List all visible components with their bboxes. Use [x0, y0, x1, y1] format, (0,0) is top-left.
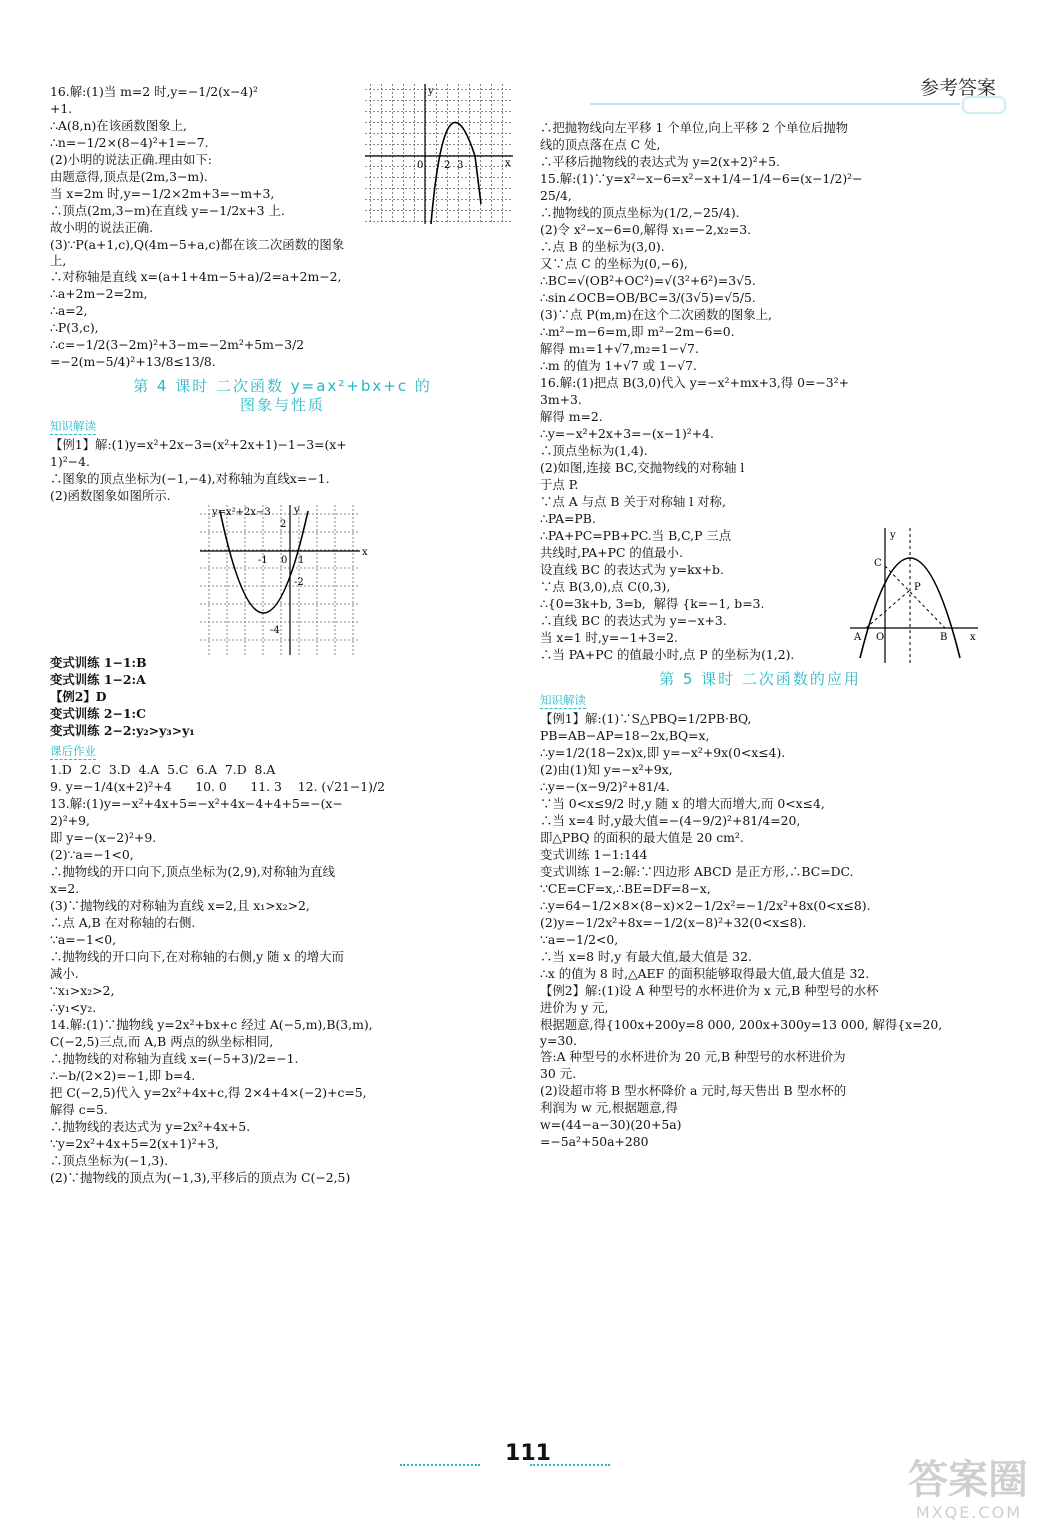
- text-line: ∴m²−m−6=m,即 m²−2m−6=0.: [540, 324, 735, 339]
- text-line: 当 x=2m 时,y=−1/2×2m+3=−m+3,: [50, 186, 275, 201]
- text-line: 1)²−4.: [50, 453, 90, 469]
- graph2-tick: 1: [298, 554, 305, 566]
- text-line: (2)∵抛物线的顶点为(−1,3),平移后的顶点为 C(−2,5): [50, 1169, 351, 1185]
- tag-knowledge: 知识解读: [50, 419, 96, 434]
- text-line: 【例1】解:(1)∵S△PBQ=1/2PB·BQ,: [540, 710, 752, 726]
- text-line: 又∵点 C 的坐标为(0,−6),: [540, 256, 688, 271]
- text-line: 变式训练 2−2:y₂>y₃>y₁: [50, 722, 195, 738]
- text-line: ∴x 的值为 8 时,△AEF 的面积能够取得最大值,最大值是 32.: [540, 965, 870, 981]
- graph2-tick: 2: [280, 518, 287, 530]
- text-line: (2)如图,连接 BC,交抛物线的对称轴 l: [540, 460, 745, 475]
- text-line: 30 元.: [540, 1065, 577, 1081]
- text-line: ∴当 PA+PC 的值最小时,点 P 的坐标为(1,2).: [540, 647, 795, 662]
- text-line: x=2.: [50, 880, 80, 896]
- text-line: ∴BC=√(OB²+OC²)=√(3²+6²)=3√5.: [540, 273, 756, 288]
- text-line: 设直线 BC 的表达式为 y=kx+b.: [540, 562, 724, 577]
- text-line: (2)函数图象如图所示.: [50, 487, 171, 503]
- text-line: ∴顶点坐标为(1,4).: [540, 443, 648, 458]
- text-line: +1.: [50, 101, 73, 116]
- text-line: ∴A(8,n)在该函数图象上,: [50, 118, 187, 133]
- text-line: 【例2】D: [50, 688, 107, 704]
- text-line: 即 y=−(x−2)²+9.: [50, 829, 157, 845]
- text-line: =−5a²+50a+280: [540, 1133, 649, 1149]
- graph2-label: y=x²+2x−3: [212, 506, 271, 518]
- text-line: ∴抛物线的顶点坐标为(1/2,−25/4).: [540, 205, 740, 220]
- text-line: ∴直线 BC 的表达式为 y=−x+3.: [540, 613, 727, 628]
- header-ornament: [962, 96, 1006, 114]
- text-line: ∵a=−1<0,: [50, 931, 117, 947]
- text-line: ∵当 0<x≤9/2 时,y 随 x 的增大而增大,而 0<x≤4,: [540, 795, 825, 811]
- text-line: 解得 c=5.: [50, 1101, 108, 1117]
- text-line: (3)∵P(a+1,c),Q(4m−5+a,c)都在该二次函数的图象上,: [50, 237, 345, 268]
- graph1-axis-x: x: [505, 158, 511, 169]
- graph1-tick: 0: [417, 160, 424, 171]
- footer-dots-right: [530, 1464, 610, 1466]
- text-line: ∴n=−1/2×(8−4)²+1=−7.: [50, 135, 209, 150]
- text-line: 变式训练 1−1:144: [540, 846, 648, 862]
- text-line: (2)由(1)知 y=−x²+9x,: [540, 761, 673, 777]
- text-line: ∵a=−1/2<0,: [540, 931, 619, 947]
- text-line: ∴−b/(2×2)=−1,即 b=4.: [50, 1067, 196, 1083]
- graph3-label: y: [890, 530, 896, 541]
- watermark-logo: 答案圈: [908, 1457, 1028, 1503]
- text-line: 变式训练 1−1:B: [50, 654, 147, 670]
- text-line: ∴a=2,: [50, 302, 88, 318]
- graph2-axis-x: x: [362, 546, 368, 558]
- text-line: (2)设超市将 B 型水杯降价 a 元时,每天售出 B 型水杯的: [540, 1082, 847, 1098]
- text-line: ∴当 x=8 时,y 有最大值,最大值是 32.: [540, 948, 752, 964]
- text-line: ∴顶点(2m,3−m)在直线 y=−1/2x+3 上.: [50, 203, 285, 218]
- text-line: 变式训练 1−2:A: [50, 671, 146, 687]
- parabola-graph-3: [850, 528, 980, 663]
- graph2-tick: -2: [294, 576, 304, 588]
- text-line: 共线时,PA+PC 的值最小.: [540, 545, 683, 560]
- text-line: 变式训练 2−1:C: [50, 705, 146, 721]
- text-line: 利润为 w 元,根据题意,得: [540, 1099, 678, 1115]
- text-line: ∴a+2m−2=2m,: [50, 285, 148, 301]
- text-line: 线的顶点落在点 C 处,: [540, 137, 661, 152]
- header-title: 参考答案: [919, 77, 996, 99]
- graph1-tick: 3: [457, 160, 464, 171]
- text-line: 变式训练 1−2:解:∵四边形 ABCD 是正方形,∴BC=DC.: [540, 863, 854, 879]
- text-line: (2)小明的说法正确.理由如下:: [50, 152, 212, 167]
- text-line: 于点 P.: [540, 477, 579, 492]
- text-line: 14.解:(1)∵抛物线 y=2x²+bx+c 经过 A(−5,m),B(3,m),: [50, 1016, 373, 1032]
- text-line: 1.D 2.C 3.D 4.A 5.C 6.A 7.D 8.A: [50, 761, 276, 777]
- graph3-label: C: [874, 558, 882, 569]
- text-line: ∴y₁<y₂.: [50, 999, 97, 1015]
- text-line: ∵点 A 与点 B 关于对称轴 l 对称,: [540, 494, 726, 509]
- text-line: (2)令 x²−x−6=0,解得 x₁=−2,x₂=3.: [540, 222, 752, 237]
- graph2-axis-y: y: [294, 504, 300, 516]
- text-line: ∴把抛物线向左平移 1 个单位,向上平移 2 个单位后抛物: [540, 120, 849, 135]
- text-line: ∴y=−(x−9/2)²+81/4.: [540, 778, 670, 794]
- text-line: ∴sin∠OCB=OB/BC=3/(3√5)=√5/5.: [540, 290, 756, 305]
- text-line: (2)y=−1/2x²+8x=−1/2(x−8)²+32(0<x≤8).: [540, 914, 807, 930]
- text-line: ∴c=−1/2(3−2m)²+3−m=−2m²+5m−3/2: [50, 336, 305, 352]
- text-line: ∴y=−x²+2x+3=−(x−1)²+4.: [540, 426, 714, 441]
- text-line: 由题意得,顶点是(2m,3−m).: [50, 169, 208, 184]
- text-line: 答:A 种型号的水杯进价为 20 元,B 种型号的水杯进价为: [540, 1048, 846, 1064]
- text-line: PB=AB−AP=18−2x,BQ=x,: [540, 727, 710, 743]
- graph3-label: P: [914, 582, 921, 593]
- text-line: 16.解:(1)把点 B(3,0)代入 y=−x²+mx+3,得 0=−3²+: [540, 375, 849, 390]
- text-line: ∴抛物线的对称轴为直线 x=(−5+3)/2=−1.: [50, 1050, 299, 1066]
- page-number: 111: [505, 1441, 551, 1466]
- text-line: 2)²+9,: [50, 812, 90, 828]
- graph3-label: x: [970, 632, 976, 643]
- text-line: ∴抛物线的开口向下,顶点坐标为(2,9),对称轴为直线: [50, 863, 336, 879]
- text-line: 25/4,: [540, 188, 572, 203]
- text-line: 3m+3.: [540, 392, 582, 407]
- grid-graph-1: [365, 84, 515, 224]
- text-line: 根据题意,得{100x+200y=8 000, 200x+300y=13 000, 解得{x=20, y=30.: [540, 1016, 947, 1048]
- graph1-axis-y: y: [428, 86, 434, 97]
- right-column: [540, 120, 980, 1151]
- graph1-tick: 2: [444, 160, 451, 171]
- text-line: ∴点 B 的坐标为(3,0).: [540, 239, 665, 254]
- text-line: ∵点 B(3,0),点 C(0,3),: [540, 579, 671, 594]
- header-rule: [590, 103, 960, 105]
- text-line: 13.解:(1)y=−x²+4x+5=−x²+4x−4+4+5=−(x−: [50, 795, 343, 811]
- text-line: ∵y=2x²+4x+5=2(x+1)²+3,: [50, 1135, 219, 1151]
- text-line: 15.解:(1)∵y=x²−x−6=x²−x+1/4−1/4−6=(x−1/2)²−: [540, 171, 863, 186]
- text-line: C(−2,5)三点,而 A,B 两点的纵坐标相同,: [50, 1033, 274, 1049]
- text-line: 当 x=1 时,y=−1+3=2.: [540, 630, 678, 645]
- text-line: ∵CE=CF=x,∴BE=DF=8−x,: [540, 880, 711, 896]
- graph3-label: A: [854, 632, 862, 643]
- graph3-label: O: [876, 632, 885, 643]
- text-line: 解得 m=2.: [540, 409, 603, 424]
- text-line: ∴m 的值为 1+√7 或 1−√7.: [540, 358, 697, 373]
- text-line: 把 C(−2,5)代入 y=2x²+4x+c,得 2×4+4×(−2)+c=5,: [50, 1084, 367, 1100]
- text-line: ∴平移后抛物线的表达式为 y=2(x+2)²+5.: [540, 154, 780, 169]
- text-line: w=(44−a−30)(20+5a): [540, 1116, 682, 1132]
- text-line: ∴P(3,c),: [50, 319, 99, 335]
- tag-homework: 课后作业: [50, 743, 96, 758]
- graph2-tick: 0: [281, 554, 288, 566]
- text-line: 即△PBQ 的面积的最大值是 20 cm².: [540, 829, 744, 845]
- watermark-url: MXQE.COM: [915, 1503, 1022, 1522]
- graph3-label: B: [940, 632, 948, 643]
- text-line: ∴图象的顶点坐标为(−1,−4),对称轴为直线x=−1.: [50, 470, 330, 486]
- text-line: (3)∵抛物线的对称轴为直线 x=2,且 x₁>x₂>2,: [50, 897, 310, 913]
- text-line: ∴PA=PB.: [540, 511, 596, 526]
- text-line: ∴对称轴是直线 x=(a+1+4m−5+a)/2=a+2m−2,: [50, 268, 342, 284]
- graph2-tick: -4: [270, 624, 280, 636]
- section-heading-lesson4: 第 4 课时 二次函数 y=ax²+bx+c 的 图象与性质: [133, 376, 432, 414]
- text-line: ∴抛物线的表达式为 y=2x²+4x+5.: [50, 1118, 251, 1134]
- text-line: =−2(m−5/4)²+13/8≤13/8.: [50, 353, 216, 369]
- text-line: 故小明的说法正确.: [50, 220, 154, 235]
- text-line: 【例1】解:(1)y=x²+2x−3=(x²+2x+1)−1−3=(x+: [50, 436, 347, 452]
- text-line: ∵x₁>x₂>2,: [50, 982, 115, 998]
- left-column: [50, 84, 515, 1187]
- tag-knowledge-2: 知识解读: [540, 693, 586, 708]
- text-line: ∴点 A,B 在对称轴的右侧.: [50, 914, 196, 930]
- text-line: ∴PA+PC=PB+PC.当 B,C,P 三点: [540, 528, 732, 543]
- text-line: 解得 m₁=1+√7,m₂=1−√7.: [540, 341, 699, 356]
- graph2-tick: -1: [258, 554, 268, 566]
- text-line: ∴当 x=4 时,y最大值=−(4−9/2)²+81/4=20,: [540, 812, 801, 828]
- text-line: ∴y=1/2(18−2x)x,即 y=−x²+9x(0<x≤4).: [540, 744, 786, 760]
- text-line: 减小.: [50, 965, 79, 981]
- text-line: ∴{0=3k+b, 3=b, 解得 {k=−1, b=3.: [540, 596, 765, 611]
- grid-graph-2: [200, 505, 370, 655]
- text-line: ∴顶点坐标为(−1,3).: [50, 1152, 169, 1168]
- text-line: 9. y=−1/4(x+2)²+4 10. 0 11. 3 12. (√21−1)/2: [50, 778, 385, 794]
- text-line: (2)∵a=−1<0,: [50, 846, 134, 862]
- text-line: ∴抛物线的开口向下,在对称轴的右侧,y 随 x 的增大而: [50, 948, 344, 964]
- text-line: (3)∵点 P(m,m)在这个二次函数的图象上,: [540, 307, 772, 322]
- text-line: 16.解:(1)当 m=2 时,y=−1/2(x−4)²: [50, 84, 259, 99]
- text-line: 【例2】解:(1)设 A 种型号的水杯进价为 x 元,B 种型号的水杯: [540, 982, 879, 998]
- section-heading-lesson5: 第 5 课时 二次函数的应用: [659, 670, 861, 688]
- text-line: 进价为 y 元,: [540, 999, 609, 1015]
- text-line: ∴y=64−1/2×8×(8−x)×2−1/2x²=−1/2x²+8x(0<x≤8).: [540, 897, 871, 913]
